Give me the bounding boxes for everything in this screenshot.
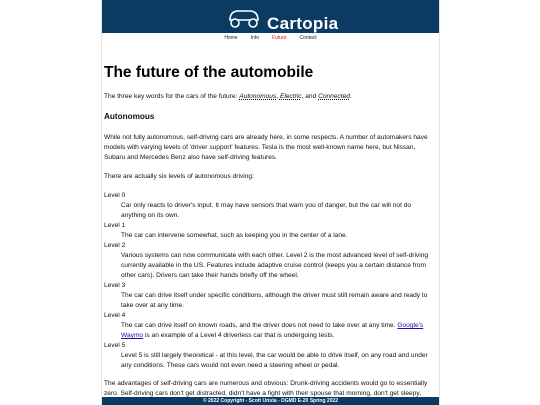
levels-list [104,191,434,371]
paragraph-levels-intro: There are actually six levels of autonomous driving: [104,173,254,180]
level-4-text: is an example of a Level 4 driverless car that is undergoing tests. [143,332,335,339]
level-description: Various systems can now communicate with each other. Level 2 is the most advanced level of self-driving currently available in the US. Features include adaptive cruise control (keeps you a certain distance from other cars). Drivers can take their hands briefly off the wheel. [121,252,429,279]
site-footer: © 2022 Copyright - Scott Urista - DGMD E-20 Spring 2022 [102,397,439,405]
level-4-text: The car can drive itself on known roads, and the driver does not need to take over at any time. [121,322,398,329]
main-nav [102,34,439,44]
paragraph-advantages: The advantages of self-driving cars are numerous and obvious: Drunk-driving accidents would go to essentially zero. Self-driving cars don't get distracted, didn't have a fight with their spouse that morning, don't get sleepy, [104,380,428,397]
level-description: Level 5 is still largely theoretical - at this level, the car would be able to drive itself, on any road and under any conditions. These cars would not even need a steering wheel or pedal. [121,352,428,369]
level-description: Car only reacts to driver's input. It may have sensors that warn you of danger, but the car will not do anything on its own. [121,202,412,219]
page-title: The future of the automobile [104,64,314,81]
car-logo-icon[interactable] [226,7,262,29]
level-term: Level 0 [104,192,126,199]
waymo-link[interactable]: Google's Waymo [121,322,424,339]
level-description: The car can drive itself under specific conditions, although the driver must still remain aware and ready to take over at any time. [121,292,428,309]
level-term: Level 2 [104,242,126,249]
level-term: Level 3 [104,282,126,289]
level-term: Level 5 [104,342,126,349]
nav-contact[interactable]: Contact [299,35,317,41]
level-term: Level 4 [104,312,126,319]
keyword-autonomous: Autonomous [239,93,277,100]
page [101,0,440,405]
intro-prefix: The three key words for the cars of the future: [104,93,240,100]
level-description [121,321,434,341]
nav-home[interactable]: Home [224,35,238,41]
article-body [104,92,434,405]
site-brand[interactable]: Cartopia [267,14,339,33]
intro-separator: , and [301,93,319,100]
nav-future[interactable]: Future [272,35,287,41]
keyword-connected: Connected [318,93,350,100]
level-term: Level 1 [104,222,126,229]
level-description: The car can intervene somewhat, such as keeping you in the center of a lane. [121,232,348,239]
intro-separator: , [276,93,280,100]
keyword-electric: Electric [279,93,302,100]
section-title: Autonomous [104,112,155,121]
site-header [102,0,439,33]
intro-suffix: . [349,93,352,100]
intro-paragraph [104,92,434,102]
paragraph-autonomous-intro: While not fully autonomous, self-driving cars are already here, in some respects. A number of automakers have models with varying levels of 'driver support' features. Tesla is the most well-known name here, but Nissan, Subaru and Mercedes Benz also have self-driving features. [104,134,428,161]
nav-info[interactable]: Info [250,35,259,41]
